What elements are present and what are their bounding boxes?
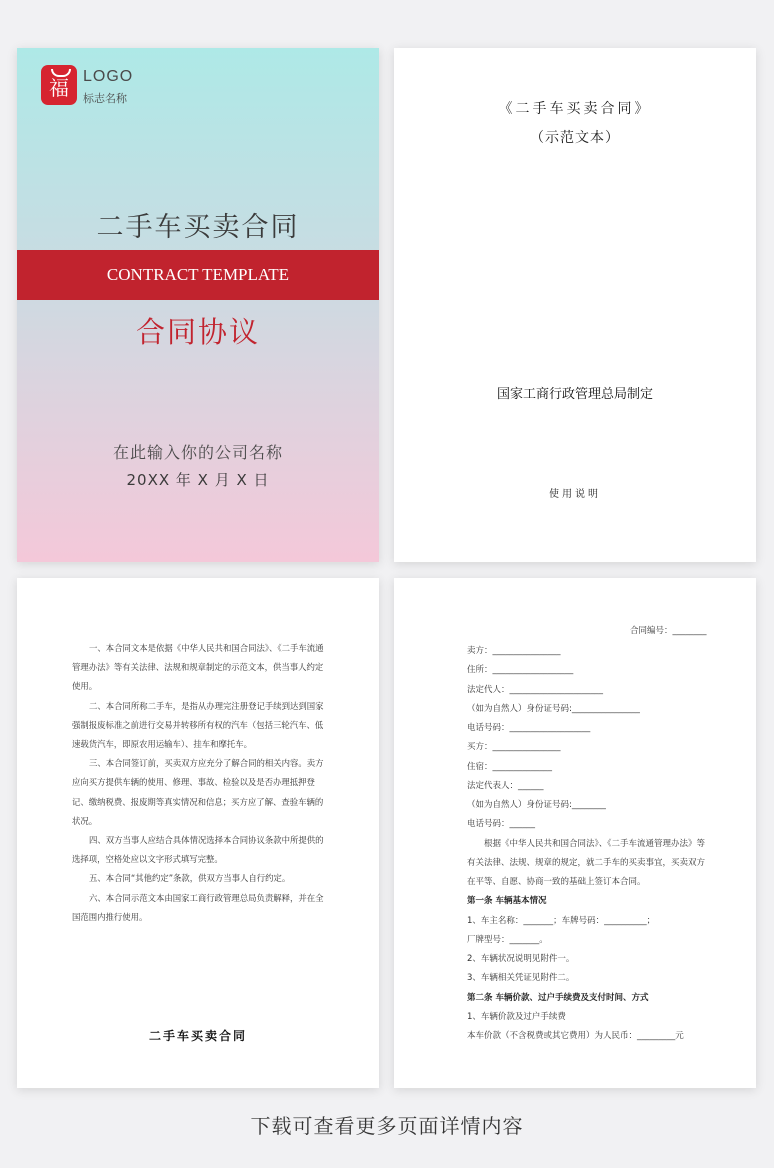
cover-date: 20XX 年 X 月 X 日 — [126, 471, 270, 489]
instruction-item: 三、本合同签订前，买卖双方应充分了解合同的相关内容。卖方应向买方提供车辆的使用、修理、事故、检验以及是否办理抵押登记、缴纳税费、报废期等真实情况和信息；买方应了解、查验车辆的状况。 — [72, 758, 324, 826]
seller-address-field: 住所：___________________ — [467, 665, 574, 676]
section-line: 1、车主名称：_______；车牌号码：__________； — [467, 915, 656, 926]
issuer: 国家工商行政管理总局制定 — [496, 387, 653, 402]
buyer-id-field: （如为自然人）身份证号码:________ — [467, 800, 606, 810]
logo-subtitle: 标志名称 — [83, 92, 127, 105]
section-heading: 第二条 车辆价款、过户手续费及支付时间、方式 — [467, 992, 649, 1003]
cover-page — [17, 48, 379, 562]
instruction-item: 六、本合同示范文本由国家工商行政管理总局负责解释，并在全国范围内推行使用。 — [72, 892, 324, 922]
cover-band: CONTRACT TEMPLATE — [17, 250, 379, 300]
page-footer-title: 二手车买卖合同 — [148, 1029, 247, 1043]
buyer-representative-field: 法定代表人：______ — [467, 780, 544, 791]
section-heading: 第一条 车辆基本情况 — [467, 896, 547, 907]
contract-number: 合同编号：________ — [630, 626, 707, 636]
section-line: 3、车辆相关凭证见附件二。 — [467, 973, 575, 984]
download-caption: 下载可查看更多页面详情内容 — [250, 1114, 524, 1138]
logo-icon: 福 — [41, 65, 77, 105]
instructions-list — [72, 639, 326, 927]
instructions-page — [17, 578, 379, 1088]
company-name: 在此输入你的公司名称 — [112, 443, 283, 462]
contract-page — [394, 578, 756, 1088]
buyer-address-field: 住宿：______________ — [467, 761, 553, 772]
seller-representative-field: 法定代人：______________________ — [467, 684, 604, 695]
instruction-item: 二、本合同所称二手车，是指从办理完注册登记手续到达到国家强制报废标准之前进行交易并转移所有权的汽车（包括三轮汽车、低速载货汽车，即原农用运输车）、挂车和摩托车。 — [72, 700, 324, 750]
contract-body — [467, 642, 705, 1046]
seller-id-field: （如为自然人）身份证号码:________________ — [467, 703, 640, 714]
cover-title: 二手车买卖合同 — [96, 212, 300, 243]
instruction-item: 五、本合同“其他约定”条款，供双方当事人自行约定。 — [89, 873, 291, 884]
instruction-item: 一、本合同文本是依据《中华人民共和国合同法》、《二手车流通管理办法》等有关法律、法规和规章制定的示范文本，供当事人约定使用。 — [72, 643, 324, 692]
seller-phone-field: 电话号码：___________________ — [467, 723, 591, 733]
document-subtitle: （示范文本） — [530, 130, 620, 146]
instructions-heading: 使用说明 — [549, 489, 601, 500]
section-line: 2、车辆状况说明见附件一。 — [467, 954, 575, 964]
section-line: 1、车辆价款及过户手续费 — [467, 1011, 566, 1022]
section-line: 本车价款（不含税费或其它费用）为人民币：_________元 — [467, 1031, 684, 1041]
cover-subtitle: 合同协议 — [135, 315, 260, 349]
instruction-item: 四、双方当事人应结合具体情况选择本合同协议条款中所提供的选择项，空格处应以文字形式填写完整。 — [72, 835, 324, 865]
document-title: 《二手车买卖合同》 — [498, 101, 652, 117]
logo-text: LOGO — [83, 68, 134, 85]
buyer-phone-field: 电话号码：______ — [467, 819, 536, 830]
title-page — [394, 48, 756, 562]
seller-field: 卖方：________________ — [467, 646, 561, 656]
contract-preamble: 根据《中华人民共和国合同法》、《二手车流通管理办法》等有关法律、法规、规章的规定，就二手车的买卖事宜，买卖双方在平等、自愿、协商一致的基础上签订本合同。 — [467, 838, 706, 887]
buyer-field: 买方：________________ — [467, 742, 561, 753]
section-line: 厂牌型号：_______。 — [467, 934, 548, 945]
